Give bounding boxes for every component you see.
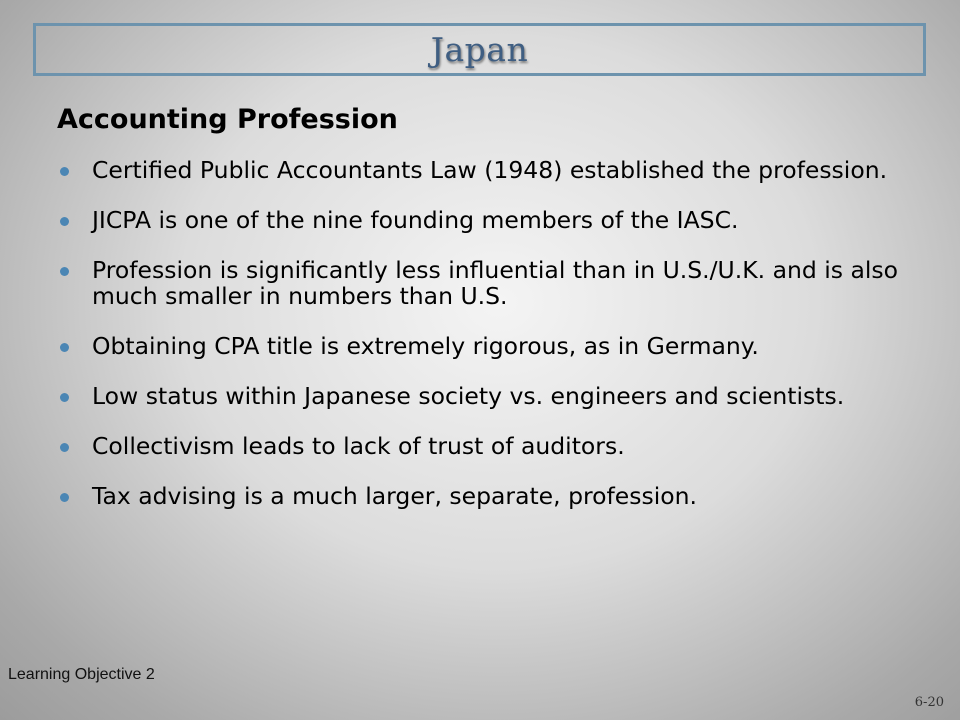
bullet-item xyxy=(58,257,918,309)
learning-objective-label: Learning Objective 2 xyxy=(8,666,155,683)
bullet-dot-icon xyxy=(60,493,69,502)
bullet-dot-icon xyxy=(60,167,69,176)
bullet-text: Low status within Japanese society vs. engineers and scientists. xyxy=(92,382,845,410)
bullet-text: Collectivism leads to lack of trust of auditors. xyxy=(92,432,625,460)
bullet-dot-icon xyxy=(60,343,69,352)
bullet-dot-icon xyxy=(60,217,69,226)
bullet-item xyxy=(58,433,918,459)
title-box xyxy=(33,23,926,76)
bullet-list xyxy=(58,157,918,533)
bullet-text: Obtaining CPA title is extremely rigorous, as in Germany. xyxy=(92,332,759,360)
bullet-dot-icon xyxy=(60,443,69,452)
slide-title: Japan xyxy=(430,30,529,69)
bullet-text: Profession is significantly less influential than in U.S./U.K. and is also much smaller in numbers than U.S. xyxy=(92,256,899,310)
bullet-item xyxy=(58,207,918,233)
bullet-text: JICPA is one of the nine founding members of the IASC. xyxy=(92,206,739,234)
bullet-text: Certified Public Accountants Law (1948) established the profession. xyxy=(92,156,888,184)
bullet-item xyxy=(58,333,918,359)
bullet-item xyxy=(58,483,918,509)
section-heading: Accounting Profession xyxy=(57,104,398,135)
bullet-item xyxy=(58,157,918,183)
bullet-item xyxy=(58,383,918,409)
page-number: 6-20 xyxy=(914,695,944,710)
bullet-text: Tax advising is a much larger, separate, profession. xyxy=(92,482,698,510)
bullet-dot-icon xyxy=(60,393,69,402)
bullet-dot-icon xyxy=(60,267,69,276)
